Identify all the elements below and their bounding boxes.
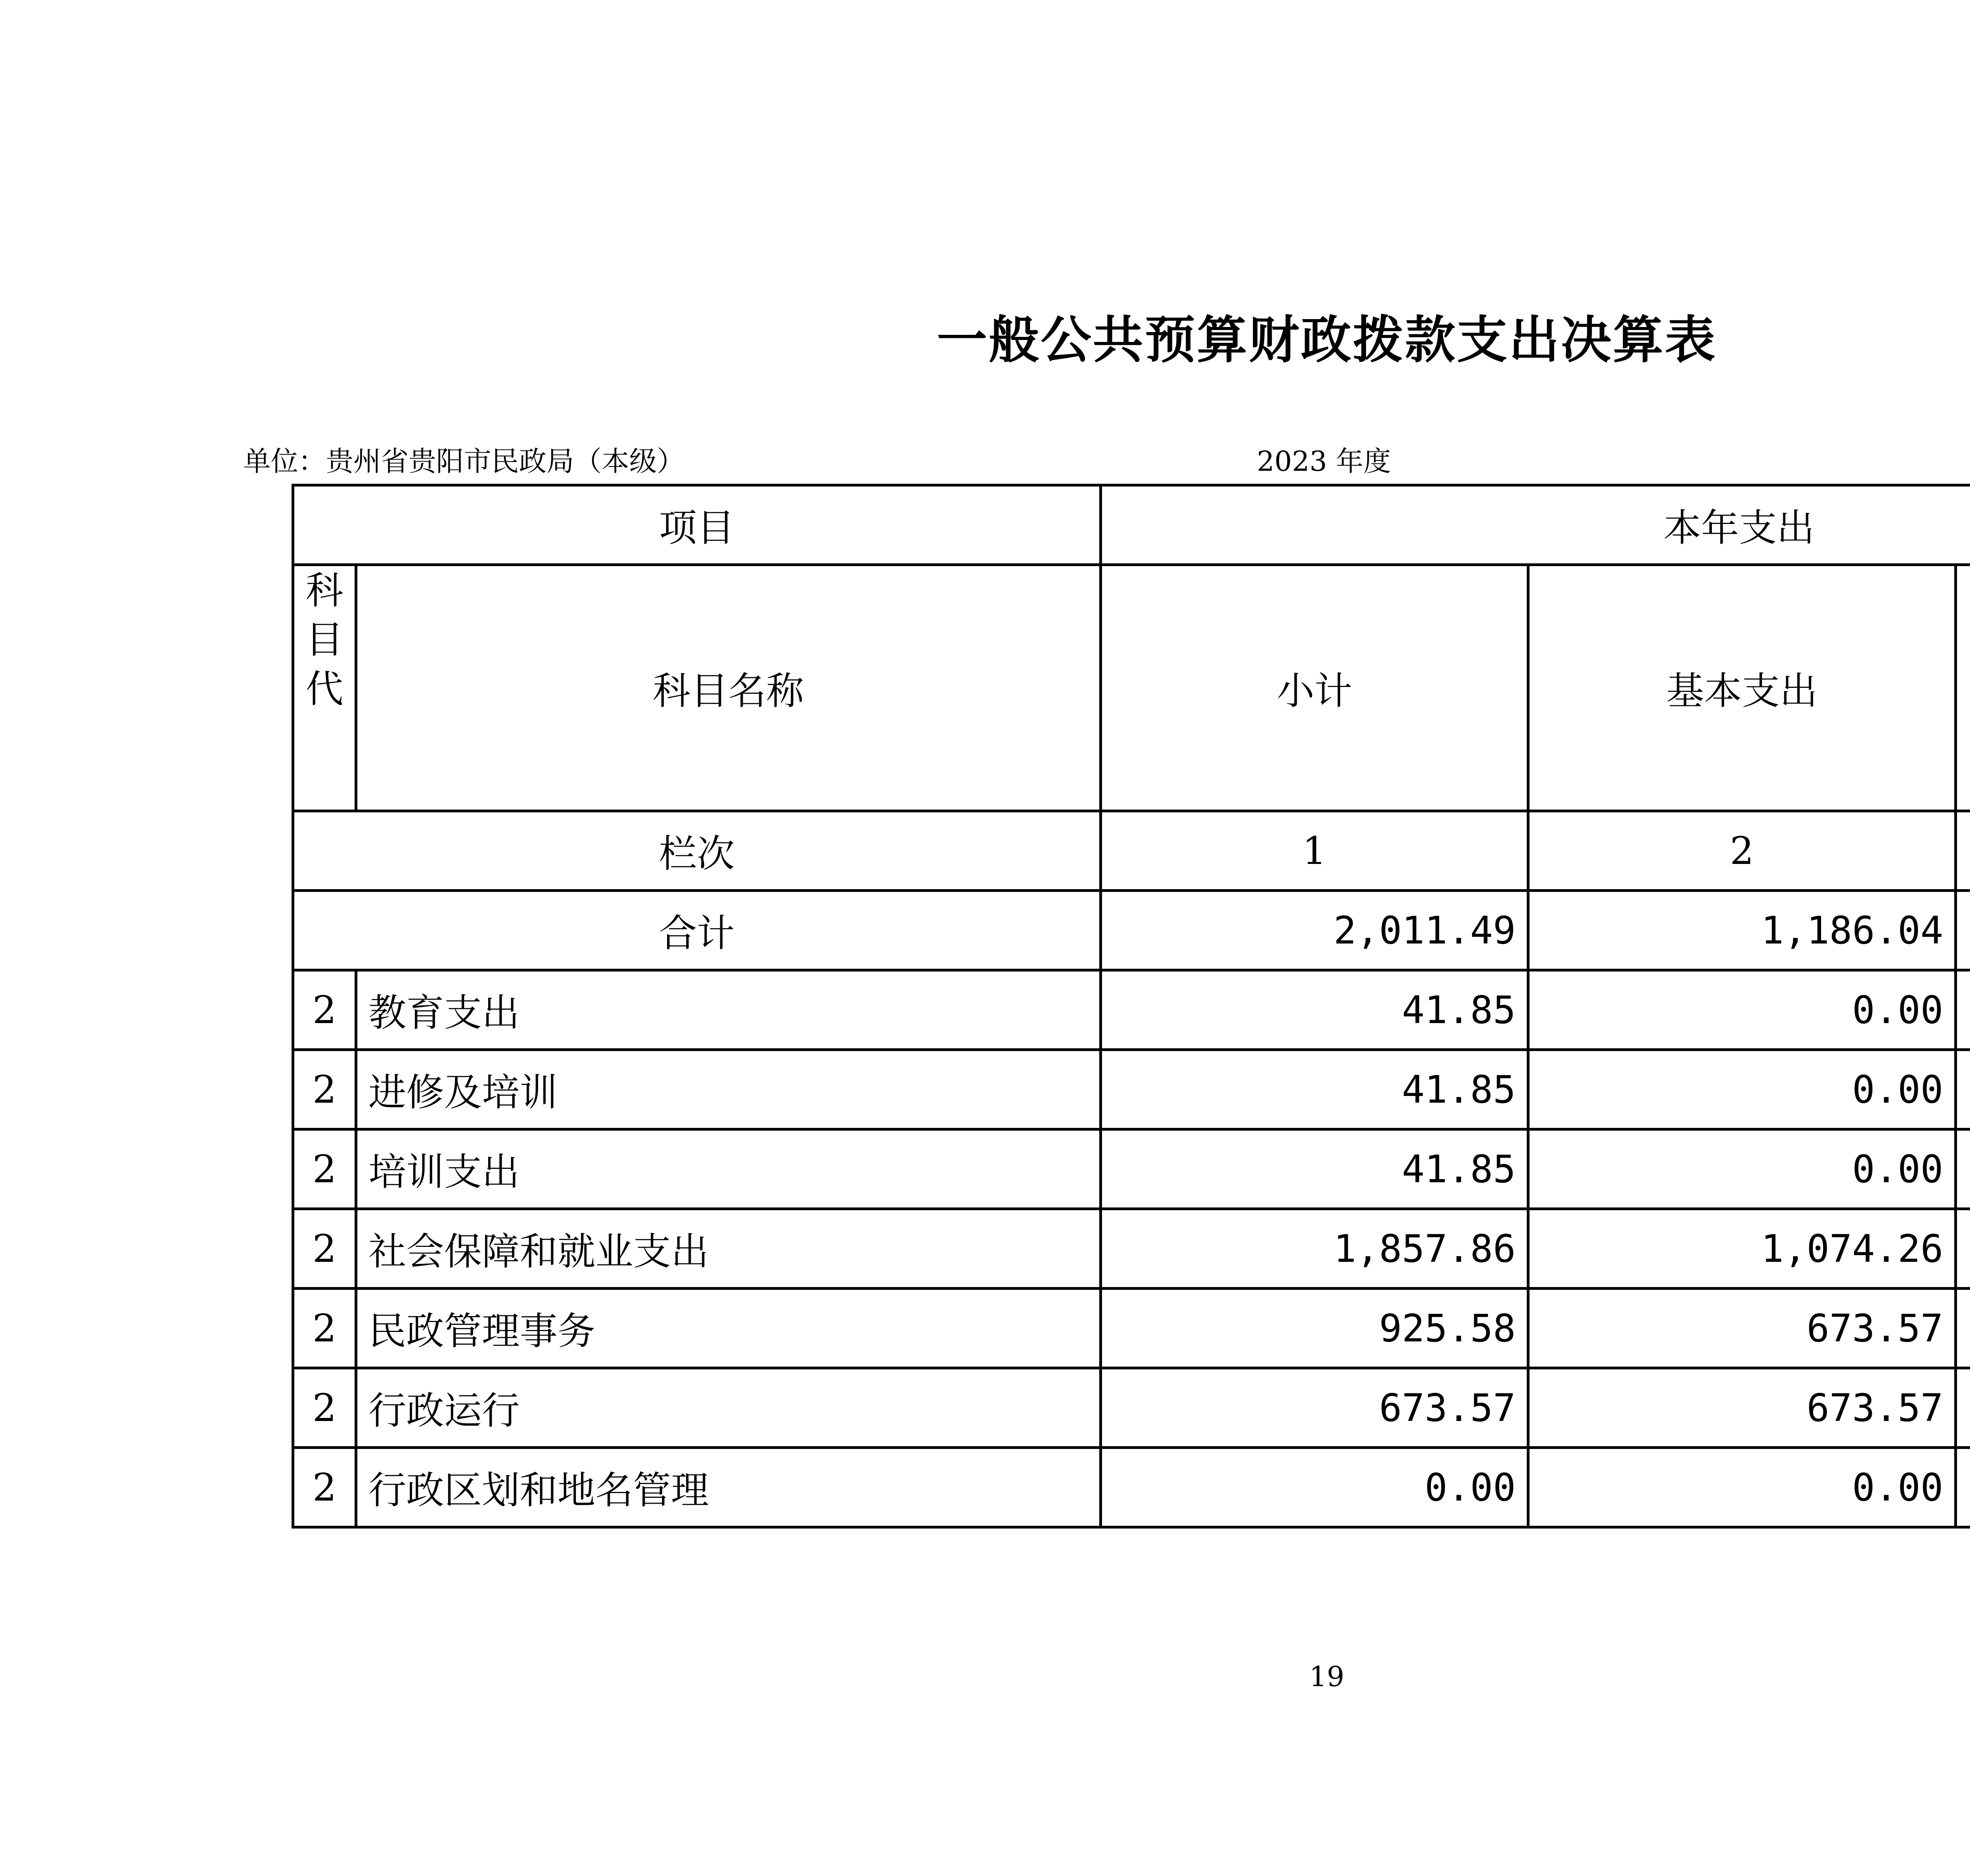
fiscal-year: 2023 年度 bbox=[1257, 445, 1391, 477]
row-subtotal: 41.85 bbox=[1101, 970, 1528, 1050]
row-subtotal: 41.85 bbox=[1101, 1050, 1528, 1129]
reporting-unit: 单位：贵州省贵阳市民政局（本级） bbox=[243, 445, 684, 477]
row-project bbox=[1956, 1209, 1970, 1289]
table-row bbox=[293, 970, 1970, 1050]
row-project bbox=[1956, 1050, 1970, 1129]
row-basic: 673.57 bbox=[1528, 1289, 1956, 1368]
header-current-year: 本年支出 bbox=[1101, 485, 1970, 565]
header-project bbox=[1956, 565, 1970, 811]
total-row bbox=[293, 891, 1970, 970]
column-number-row bbox=[293, 811, 1970, 891]
row-subtotal: 1,857.86 bbox=[1101, 1209, 1528, 1289]
header-basic: 基本支出 bbox=[1528, 565, 1956, 811]
row-project bbox=[1956, 970, 1970, 1050]
total-project bbox=[1956, 891, 1970, 970]
row-name: 教育支出 bbox=[356, 970, 1101, 1050]
column-3 bbox=[1956, 811, 1970, 891]
document-title: 一般公共预算财政拨款支出决算表 bbox=[937, 310, 1717, 370]
row-subtotal: 673.57 bbox=[1101, 1368, 1528, 1448]
page-number: 19 bbox=[1309, 1661, 1345, 1693]
row-subtotal: 925.58 bbox=[1101, 1289, 1528, 1368]
row-code: 2 bbox=[293, 970, 356, 1050]
column-label: 栏次 bbox=[293, 811, 1101, 891]
row-name: 民政管理事务 bbox=[356, 1289, 1101, 1368]
expenditure-table bbox=[292, 484, 1970, 1529]
header-row-sub bbox=[293, 565, 1970, 811]
code-char: 科 bbox=[305, 568, 344, 613]
row-project bbox=[1956, 1368, 1970, 1448]
row-basic: 0.00 bbox=[1528, 1129, 1956, 1209]
row-name: 社会保障和就业支出 bbox=[356, 1209, 1101, 1289]
row-name: 进修及培训 bbox=[356, 1050, 1101, 1129]
table-row bbox=[293, 1289, 1970, 1368]
row-name: 行政区划和地名管理 bbox=[356, 1448, 1101, 1527]
row-project bbox=[1956, 1448, 1970, 1527]
row-subtotal: 0.00 bbox=[1101, 1448, 1528, 1527]
row-subtotal: 41.85 bbox=[1101, 1129, 1528, 1209]
row-name: 行政运行 bbox=[356, 1368, 1101, 1448]
column-2: 2 bbox=[1528, 811, 1956, 891]
table-row bbox=[293, 1209, 1970, 1289]
row-project bbox=[1956, 1129, 1970, 1209]
row-basic: 0.00 bbox=[1528, 1050, 1956, 1129]
table-row bbox=[293, 1050, 1970, 1129]
header-subtotal: 小计 bbox=[1101, 565, 1528, 811]
row-basic: 0.00 bbox=[1528, 1448, 1956, 1527]
table-row bbox=[293, 1448, 1970, 1527]
header-row-top bbox=[293, 485, 1970, 565]
column-1: 1 bbox=[1101, 811, 1528, 891]
row-basic: 1,074.26 bbox=[1528, 1209, 1956, 1289]
total-subtotal: 2,011.49 bbox=[1101, 891, 1528, 970]
header-subject-name: 科目名称 bbox=[356, 565, 1101, 811]
total-basic: 1,186.04 bbox=[1528, 891, 1956, 970]
table-row bbox=[293, 1129, 1970, 1209]
row-name: 培训支出 bbox=[356, 1129, 1101, 1209]
row-code: 2 bbox=[293, 1050, 356, 1129]
row-code: 2 bbox=[293, 1368, 356, 1448]
total-label: 合计 bbox=[293, 891, 1101, 970]
row-code: 2 bbox=[293, 1129, 356, 1209]
header-item: 项目 bbox=[293, 485, 1101, 565]
row-code: 2 bbox=[293, 1448, 356, 1527]
row-project bbox=[1956, 1289, 1970, 1368]
code-char: 目 bbox=[305, 618, 344, 662]
code-char: 代 bbox=[305, 667, 344, 711]
row-code: 2 bbox=[293, 1209, 356, 1289]
row-code: 2 bbox=[293, 1289, 356, 1368]
row-basic: 0.00 bbox=[1528, 970, 1956, 1050]
header-subject-code bbox=[293, 565, 356, 811]
table-row bbox=[293, 1368, 1970, 1448]
row-basic: 673.57 bbox=[1528, 1368, 1956, 1448]
